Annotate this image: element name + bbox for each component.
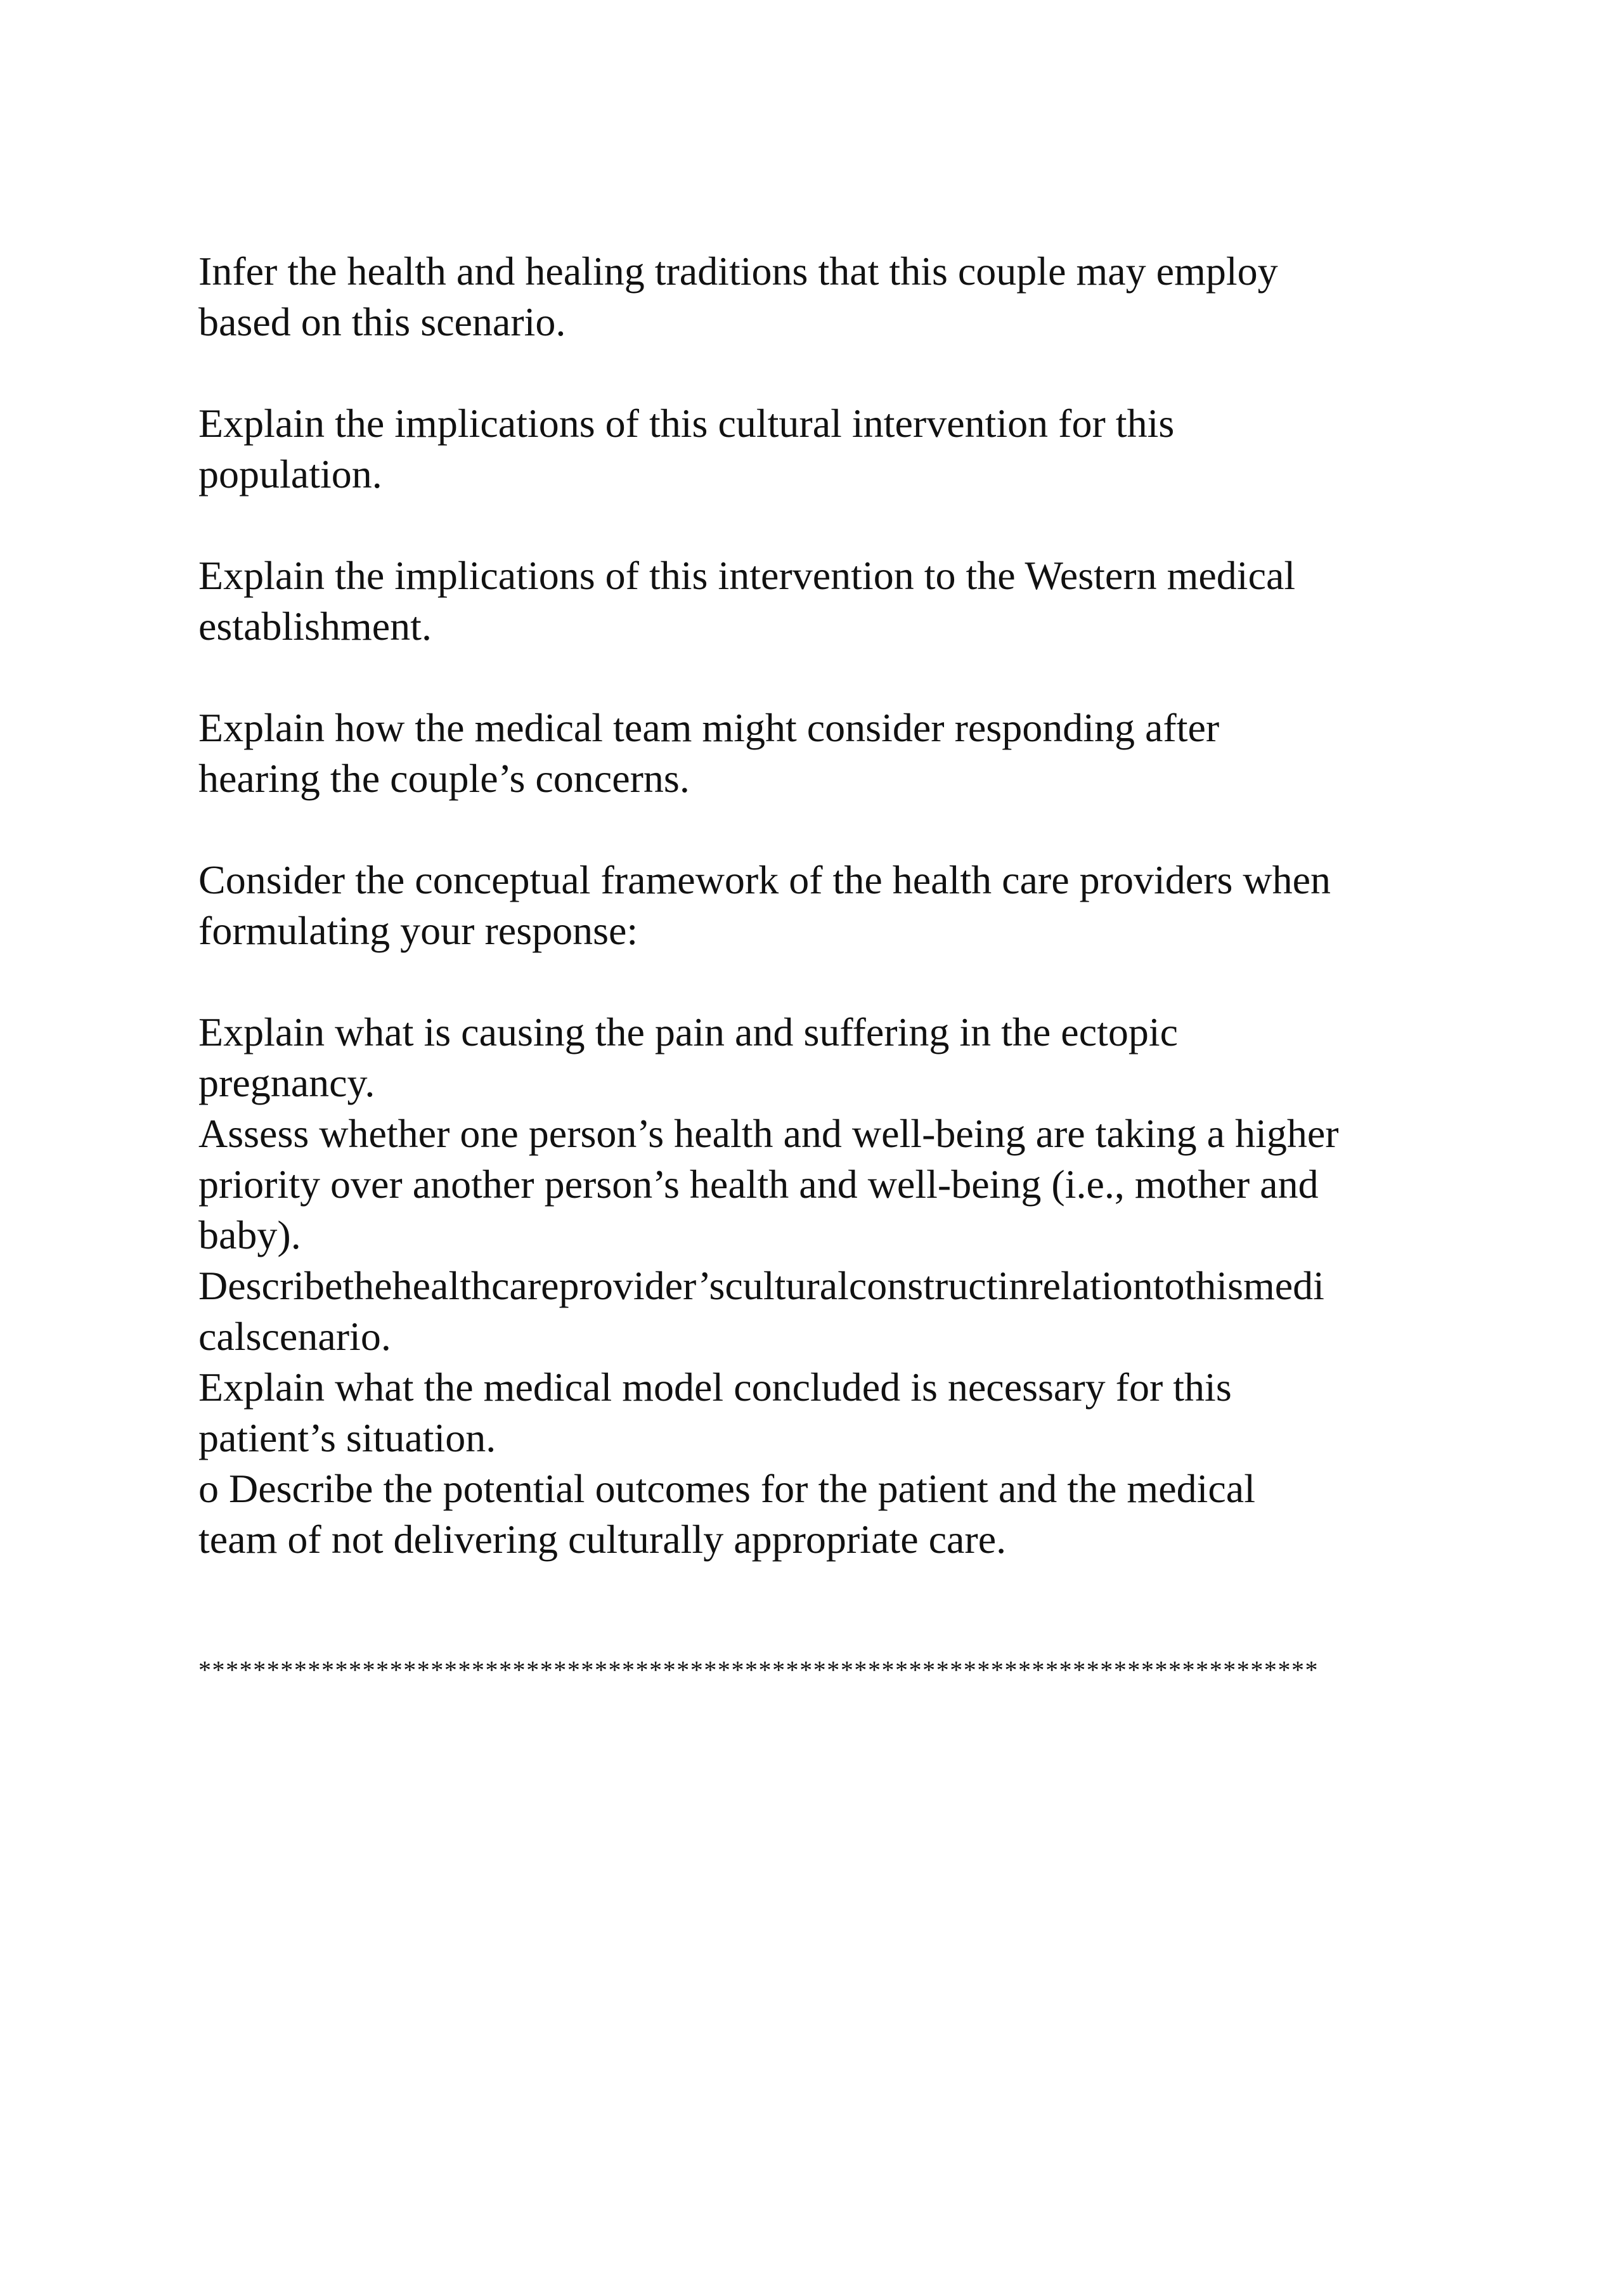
text-line: team of not delivering culturally appropriate care. [198,1517,1007,1562]
text-line: Explain the implications of this intervention to the Western medical [198,553,1296,598]
paragraph-spacer [198,956,1466,1007]
paragraph-spacer [198,500,1466,550]
paragraph-cultural-implications [198,398,1466,500]
text-line: formulating your response: [198,908,638,953]
text-line: hearing the couple’s concerns. [198,756,690,801]
asterisk-separator: ********************************************************************************** [198,1656,1319,1684]
text-line: Assess whether one person’s health and well-being are taking a higher [198,1111,1339,1156]
text-line: Explain what is causing the pain and suffering in the ectopic [198,1009,1179,1054]
text-line: based on this scenario. [198,299,566,344]
text-line: Explain what the medical model concluded is necessary for this [198,1365,1232,1410]
paragraph-spacer [198,652,1466,703]
paragraph-spacer [198,804,1466,855]
text-line: Consider the conceptual framework of the health care providers when [198,857,1331,902]
text-line: establishment. [198,604,432,649]
text-line: Explain the implications of this cultural intervention for this [198,401,1175,446]
document-body [198,246,1466,1683]
paragraph-western-implications [198,550,1466,652]
paragraph-spacer [198,347,1466,398]
paragraph-questions-list [198,1007,1466,1565]
text-line: baby). [198,1212,301,1257]
text-line: population. [198,451,382,496]
text-line: Describethehealthcareprovider’sculturalconstructinrelationtothismedi [198,1263,1324,1308]
paragraph-conceptual-framework [198,855,1466,956]
paragraph-infer-traditions [198,246,1466,347]
text-line: Explain how the medical team might consider responding after [198,705,1220,750]
text-line: pregnancy. [198,1060,375,1105]
text-line: o Describe the potential outcomes for the patient and the medical [198,1466,1255,1511]
text-line: calscenario. [198,1314,391,1359]
text-line: priority over another person’s health and well-being (i.e., mother and [198,1162,1319,1207]
text-line: patient’s situation. [198,1415,496,1460]
paragraph-team-response [198,703,1466,804]
text-line: Infer the health and healing traditions that this couple may employ [198,249,1278,294]
